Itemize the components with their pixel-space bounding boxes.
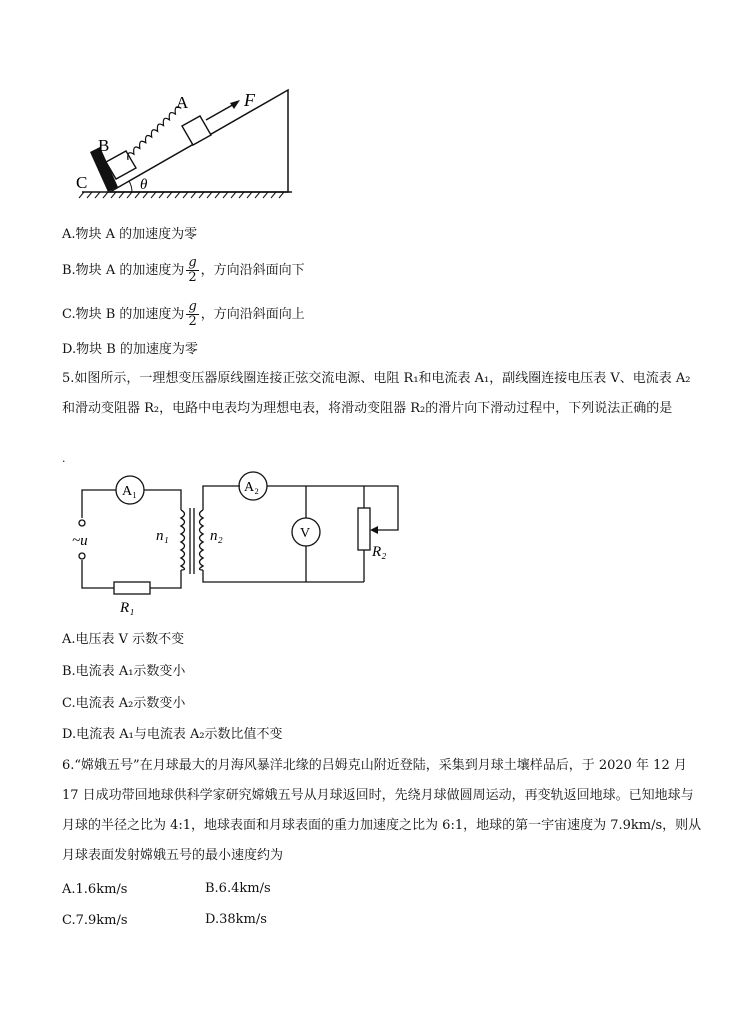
label-B: B xyxy=(98,136,110,155)
fraction-denominator: 2 xyxy=(188,270,197,285)
incline-figure xyxy=(70,86,300,208)
q5-stem: 5.如图所示，一理想变压器原线圈连接正弦交流电源、电阻 R₁和电流表 A₁，副线圈连接电压表 V、电流表 A₂和滑动变阻器 R₂，电路中电表均为理想电表，将滑动变阻器 R₂的滑片向下滑动过程中，下列说法正确的是 xyxy=(62,371,691,416)
q6-option-a: A.1.6km/s xyxy=(62,882,128,897)
fraction-numerator: g xyxy=(188,255,197,270)
resistor-r1-label: R₁ xyxy=(120,600,135,616)
rheostat-r2-label: R₂ xyxy=(372,544,387,560)
fraction-g-over-2 xyxy=(186,256,198,285)
q6-option-b: B.6.4km/s xyxy=(205,881,271,896)
q6-stem: 6.“嫦娥五号”在月球最大的月海风暴洋北缘的吕姆克山附近登陆，采集到月球土壤样品后，于 2020 年 12 月 17 日成功带回地球供科学家研究嫦娥五号从月球返回时，先绕月球做圆周运动，再变轨返回地球。已知地球与月球的半径之比为 4:1，地球表面和月球表面的重力加速度之比为 6:1，地球的第一宇宙速度为 7.9km/s，则从月球表面发射嫦娥五号的最小速度约为 xyxy=(62,758,702,863)
q4-option-c-direction: ，方向沿斜面向上 xyxy=(200,307,305,322)
q5-option-d: D.电流表 A₁与电流表 A₂示数比值不变 xyxy=(62,727,283,742)
q4-option-b-direction: ，方向沿斜面向下 xyxy=(200,263,305,278)
ammeter-a1-label: A₁ xyxy=(122,484,137,499)
label-C: C xyxy=(76,173,88,192)
transformer-circuit-figure xyxy=(64,468,420,618)
fraction-denominator: 2 xyxy=(188,314,197,329)
label-A: A xyxy=(176,93,189,112)
primary-turns-label: n₁ xyxy=(156,528,169,544)
q4-option-c xyxy=(62,300,305,329)
q5-option-a: A.电压表 V 示数不变 xyxy=(62,632,185,647)
secondary-turns-label: n₂ xyxy=(210,528,223,544)
ammeter-a2-label: A₂ xyxy=(244,480,259,495)
fraction-numerator: g xyxy=(188,299,197,314)
fraction-g-over-2 xyxy=(186,300,198,329)
q6-option-c: C.7.9km/s xyxy=(62,913,128,928)
q4-option-a: A.物块 A 的加速度为零 xyxy=(62,227,198,242)
q5-option-b: B.电流表 A₁示数变小 xyxy=(62,664,186,679)
label-theta: θ xyxy=(140,177,148,193)
q4-option-c-text: C.物块 B 的加速度为 xyxy=(62,307,185,322)
q4-option-b-text: B.物块 A 的加速度为 xyxy=(62,263,185,278)
q6-option-d: D.38km/s xyxy=(205,912,267,927)
voltmeter-label: V xyxy=(300,526,311,541)
q4-option-b xyxy=(62,256,305,285)
q4-option-d: D.物块 B 的加速度为零 xyxy=(62,342,198,357)
q5-option-c: C.电流表 A₂示数变小 xyxy=(62,696,186,711)
label-F: F xyxy=(244,90,255,110)
source-label: ~u xyxy=(72,533,88,549)
scan-mark: · xyxy=(62,455,66,468)
